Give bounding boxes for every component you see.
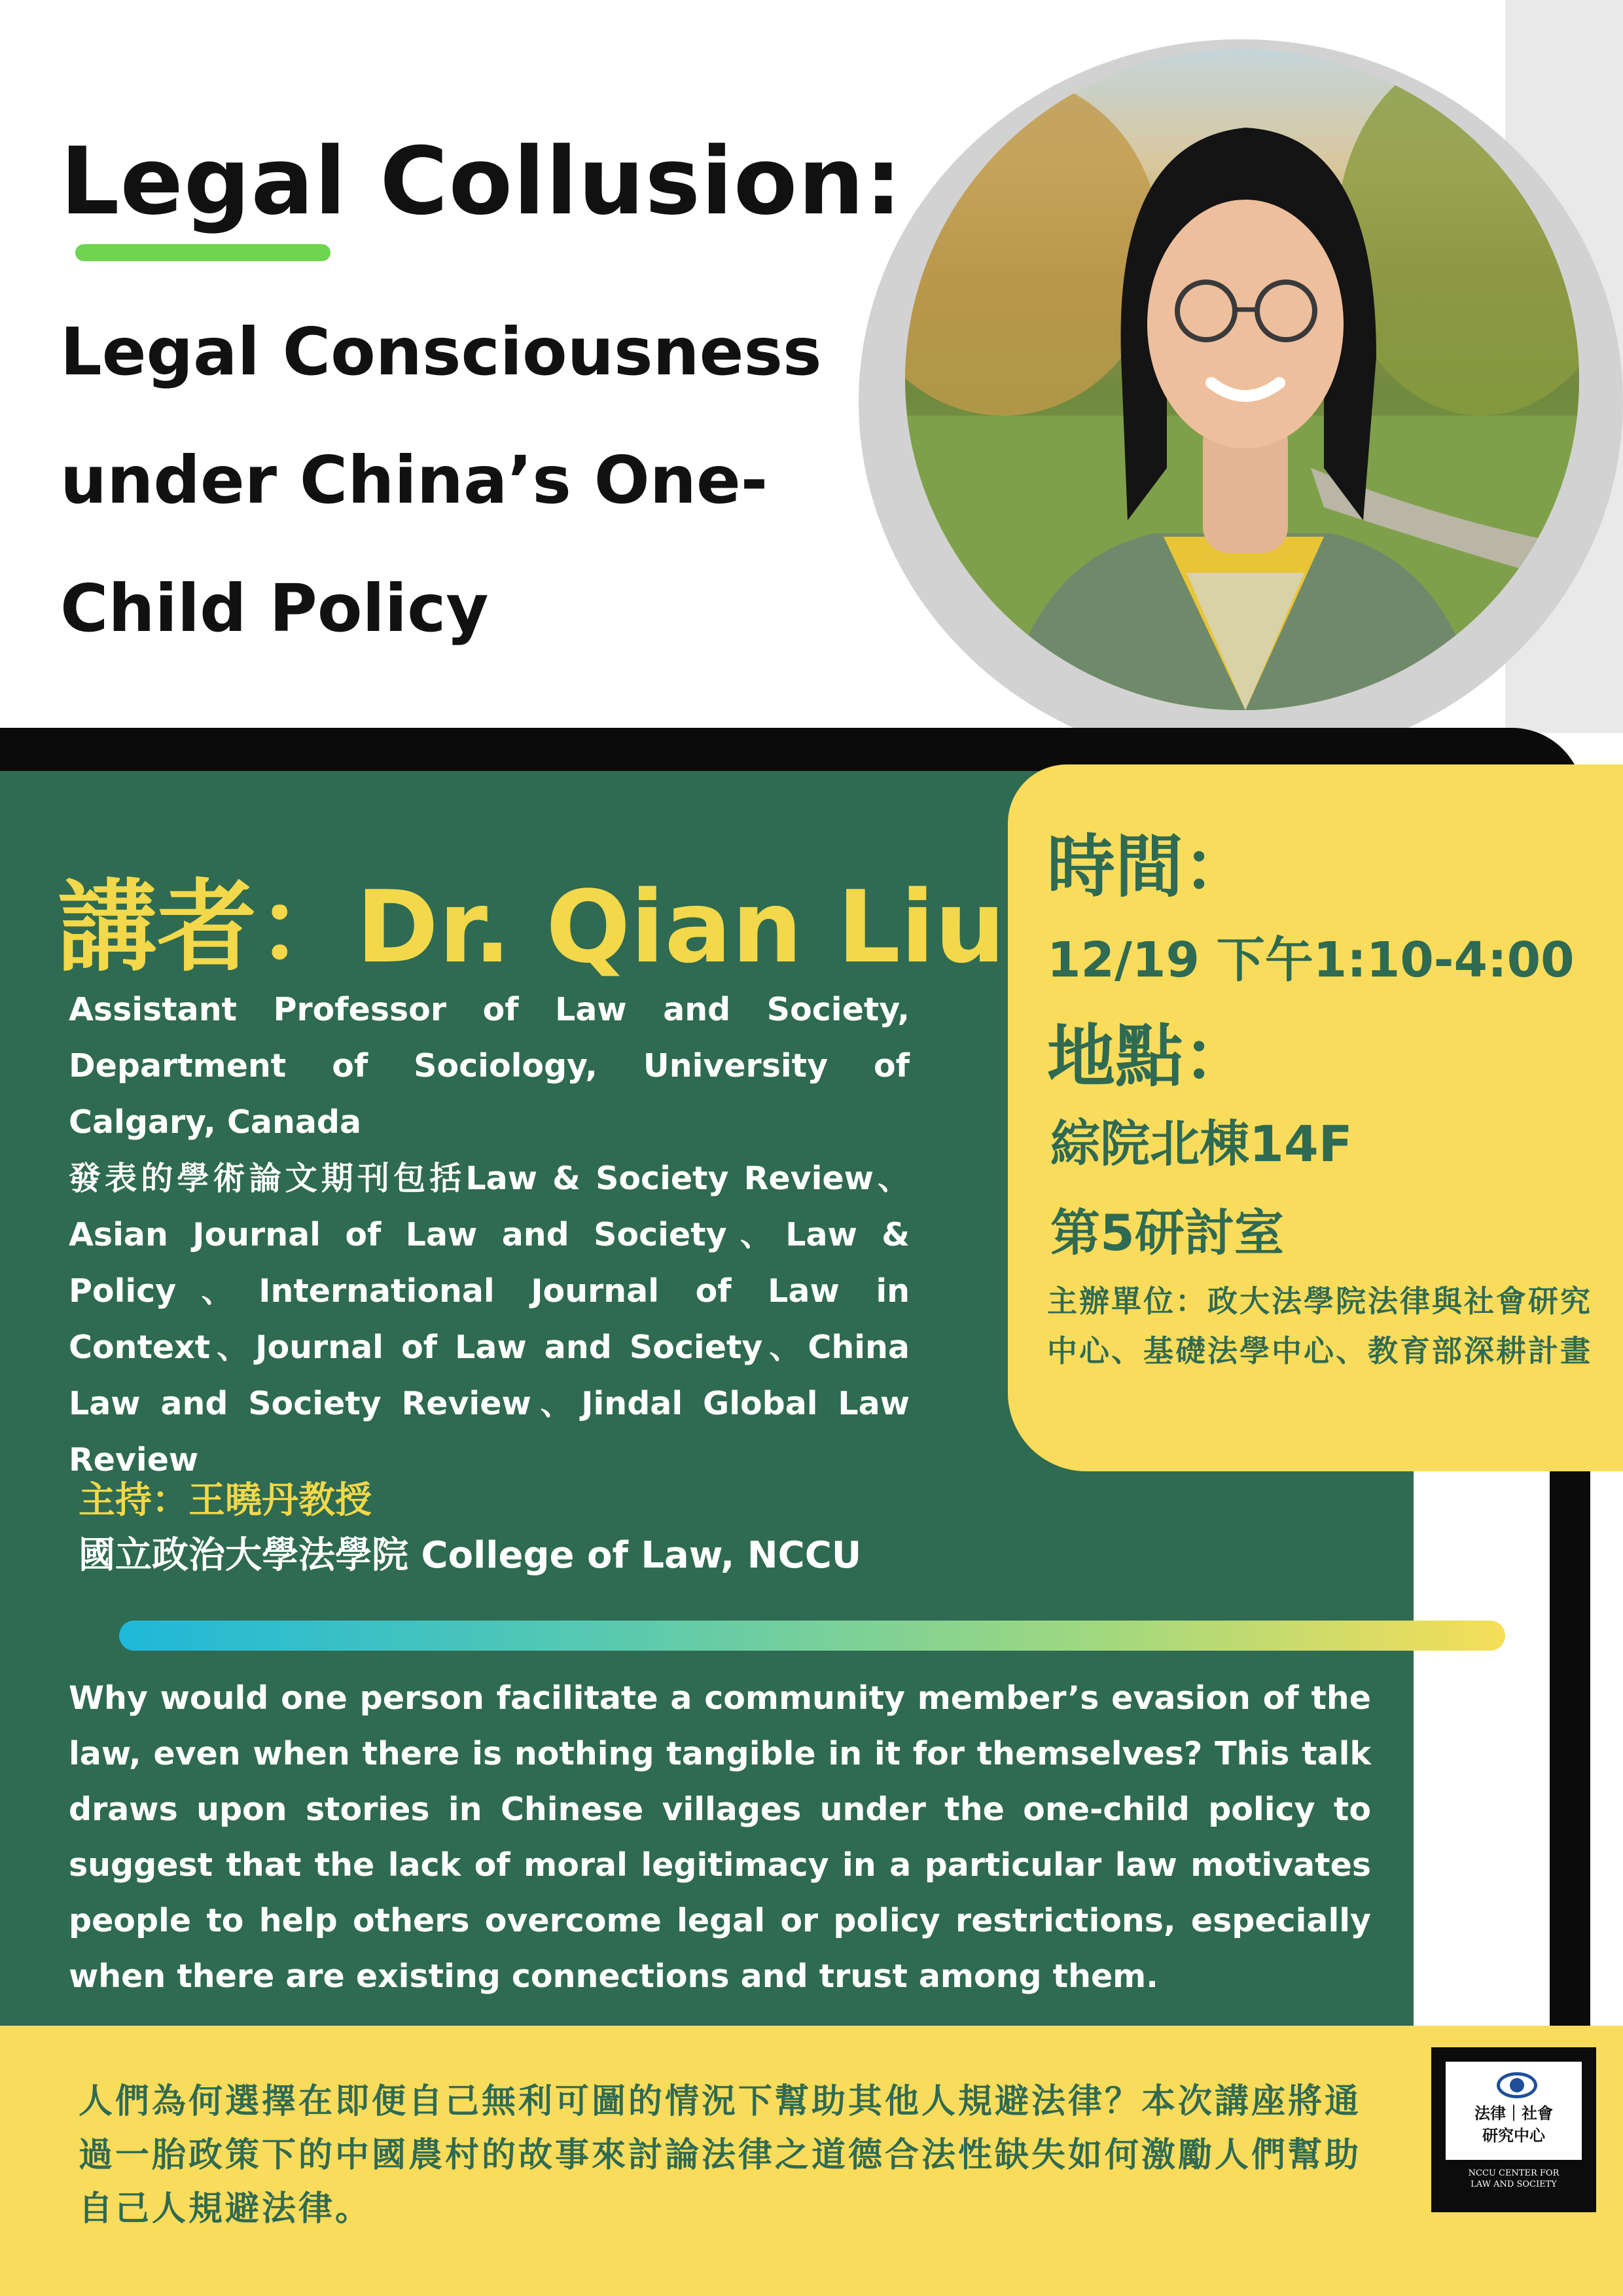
speaker-publications: 發表的學術論文期刊包括Law & Society Review、Asian Journal of Law and Society、Law & Policy、International Journal of Law in Context、Journal of Law and Society、China Law and Society Review、Jindal Global Law Review: [69, 1160, 910, 1479]
place-room: 第5研討室: [1050, 1204, 1284, 1262]
host-label: 主持：王曉丹教授: [79, 1479, 372, 1522]
speaker-portrait-illustration: [905, 49, 1579, 710]
eye-icon: [1497, 2072, 1537, 2098]
subtitle-line: Child Policy: [60, 570, 489, 647]
logo-chinese-name: [1446, 2102, 1582, 2147]
title-underline-accent: [75, 244, 330, 261]
place-value: [1050, 1100, 1574, 1278]
subtitle-line: Legal Consciousness: [60, 314, 822, 390]
talk-abstract: Why would one person facilitate a community member’s evasion of the law, even when there is nothing tangible in it for themselves? This talk draws upon stories in Chinese villages under the one-child policy to suggest that the lack of moral legitimacy in a particular law motivates people to help others overcome legal or policy restrictions, especially when there are existing connections and trust among them.: [69, 1679, 1371, 1995]
speaker-portrait: [905, 49, 1579, 710]
time-label: 時間：: [1047, 827, 1252, 906]
logo-english-name: [1431, 2168, 1596, 2190]
gradient-divider: [119, 1621, 1505, 1651]
white-accent-strip: [1414, 1466, 1550, 2029]
summary-chinese: 人們為何選擇在即便自己無利可圖的情況下幫助其他人規避法律？本次講座將通過一胎政策下的中國農村的故事來討論法律之道德合法性缺失如何激勵人們幫助自己人規避法律。: [79, 2082, 1362, 2229]
place-label: 地點：: [1047, 1016, 1252, 1096]
time-value: 12/19 下午1:10-4:00: [1047, 932, 1575, 988]
place-building: 綜院北棟14F: [1050, 1115, 1353, 1173]
logo-en-line: LAW AND SOCIETY: [1471, 2179, 1557, 2189]
logo-mark: [1446, 2062, 1582, 2160]
speaker-name: 講者：Dr. Qian Liu: [58, 869, 1006, 985]
host-institution: 國立政治大學法學院 College of Law, NCCU: [79, 1534, 862, 1577]
title-subtitle: [60, 288, 846, 673]
organizer-text: 主辦單位：政大法學院法律與社會研究中心、基礎法學中心、教育部深耕計畫: [1047, 1283, 1592, 1369]
title-main: Legal Collusion:: [60, 128, 903, 236]
subtitle-line: under China’s One-: [60, 442, 768, 518]
logo-en-line: NCCU CENTER FOR: [1468, 2168, 1560, 2178]
speaker-affiliation: Assistant Professor of Law and Society, Department of Sociology, University of Calgary, Canada: [69, 991, 910, 1141]
speaker-bio: [69, 982, 910, 1488]
logo-cn-line: 法律｜社會: [1474, 2104, 1553, 2123]
center-logo: [1431, 2047, 1596, 2212]
logo-cn-line: 研究中心: [1482, 2126, 1545, 2145]
